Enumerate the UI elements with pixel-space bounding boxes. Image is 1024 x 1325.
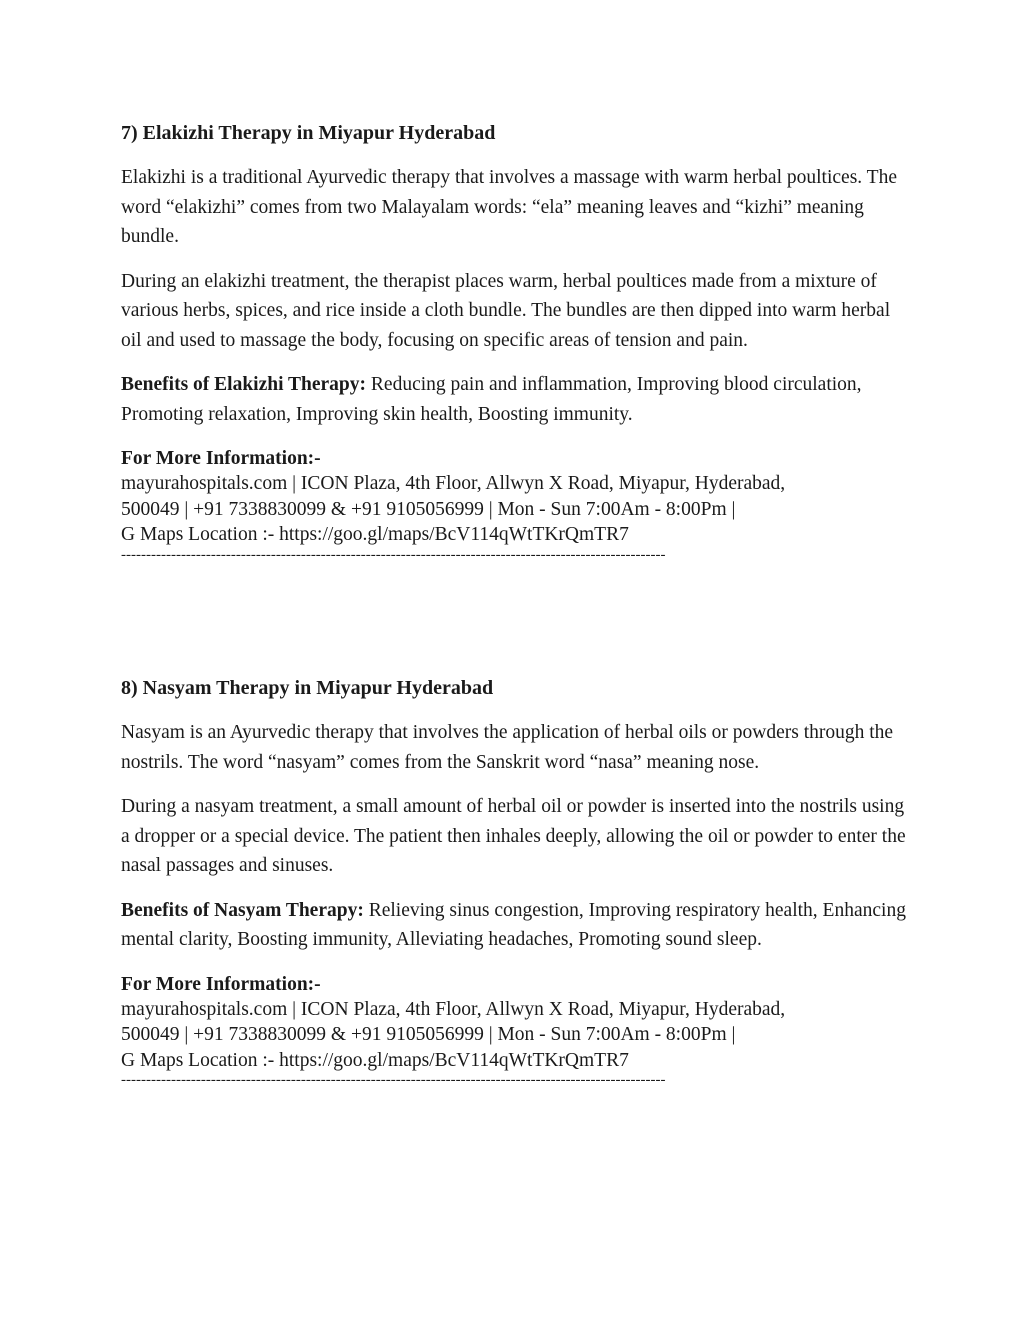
benefits-label: Benefits of Nasyam Therapy: [121,899,364,921]
info-website-address: mayurahospitals.com | ICON Plaza, 4th Floor, Allwyn X Road, Miyapur, Hyderabad, [121,473,786,494]
info-contact-hours: 500049 | +91 7338830099 & +91 9105056999 | Mon - Sun 7:00Am - 8:00Pm | [121,1024,736,1045]
info-title: For More Information:- [121,973,321,995]
dashed-divider: ------------------------------------------------------------------------------------------------------------- [121,547,666,562]
benefits-paragraph [121,370,911,429]
info-map-link: G Maps Location :- https://goo.gl/maps/BcV114qWtTKrQmTR7 [121,524,629,545]
info-title: For More Information:- [121,448,321,469]
section-heading: 7) Elakizhi Therapy in Miyapur Hyderabad [121,122,496,144]
benefits-text: Relieving sinus congestion, Improving respiratory health, Enhancing mental clarity, Boosting immunity, Alleviating headaches, Promoting sound sleep. [121,899,906,950]
treatment-paragraph: During an elakizhi treatment, the therapist places warm, herbal poultices made from a mixture of various herbs, spices, and rice inside a cloth bundle. The bundles are then dipped into warm herbal oil and used to massage the body, focusing on specific areas of tension and pain. [121,270,891,351]
benefits-label: Benefits of Elakizhi Therapy: [121,374,367,395]
dashed-divider: ------------------------------------------------------------------------------------------------------------- [121,1073,666,1087]
section-elakizhi [121,118,911,562]
intro-paragraph: Nasyam is an Ayurvedic therapy that involves the application of herbal oils or powders through the nostrils. The word “nasyam” comes from the Sanskrit word “nasa” meaning nose. [121,722,894,773]
section-nasyam [121,673,911,1087]
section-heading: 8) Nasyam Therapy in Miyapur Hyderabad [121,677,494,699]
info-map-link: G Maps Location :- https://goo.gl/maps/BcV114qWtTKrQmTR7 [121,1049,629,1071]
treatment-paragraph: During a nasyam treatment, a small amount of herbal oil or powder is inserted into the nostrils using a dropper or a special device. The patient then inhales deeply, allowing the oil or powder to enter the nasal passages and sinuses. [121,796,906,876]
benefits-paragraph [121,896,911,955]
info-contact-hours: 500049 | +91 7338830099 & +91 9105056999 | Mon - Sun 7:00Am - 8:00Pm | [121,498,736,520]
info-website-address: mayurahospitals.com | ICON Plaza, 4th Floor, Allwyn X Road, Miyapur, Hyderabad, [121,998,786,1020]
intro-paragraph: Elakizhi is a traditional Ayurvedic therapy that involves a massage with warm herbal poultices. The word “elakizhi” comes from two Malayalam words: “ela” meaning leaves and “kizhi” meaning bundle. [121,167,898,247]
benefits-text: Reducing pain and inflammation, Improving blood circulation, Promoting relaxation, Improving skin health, Boosting immunity. [121,374,862,425]
